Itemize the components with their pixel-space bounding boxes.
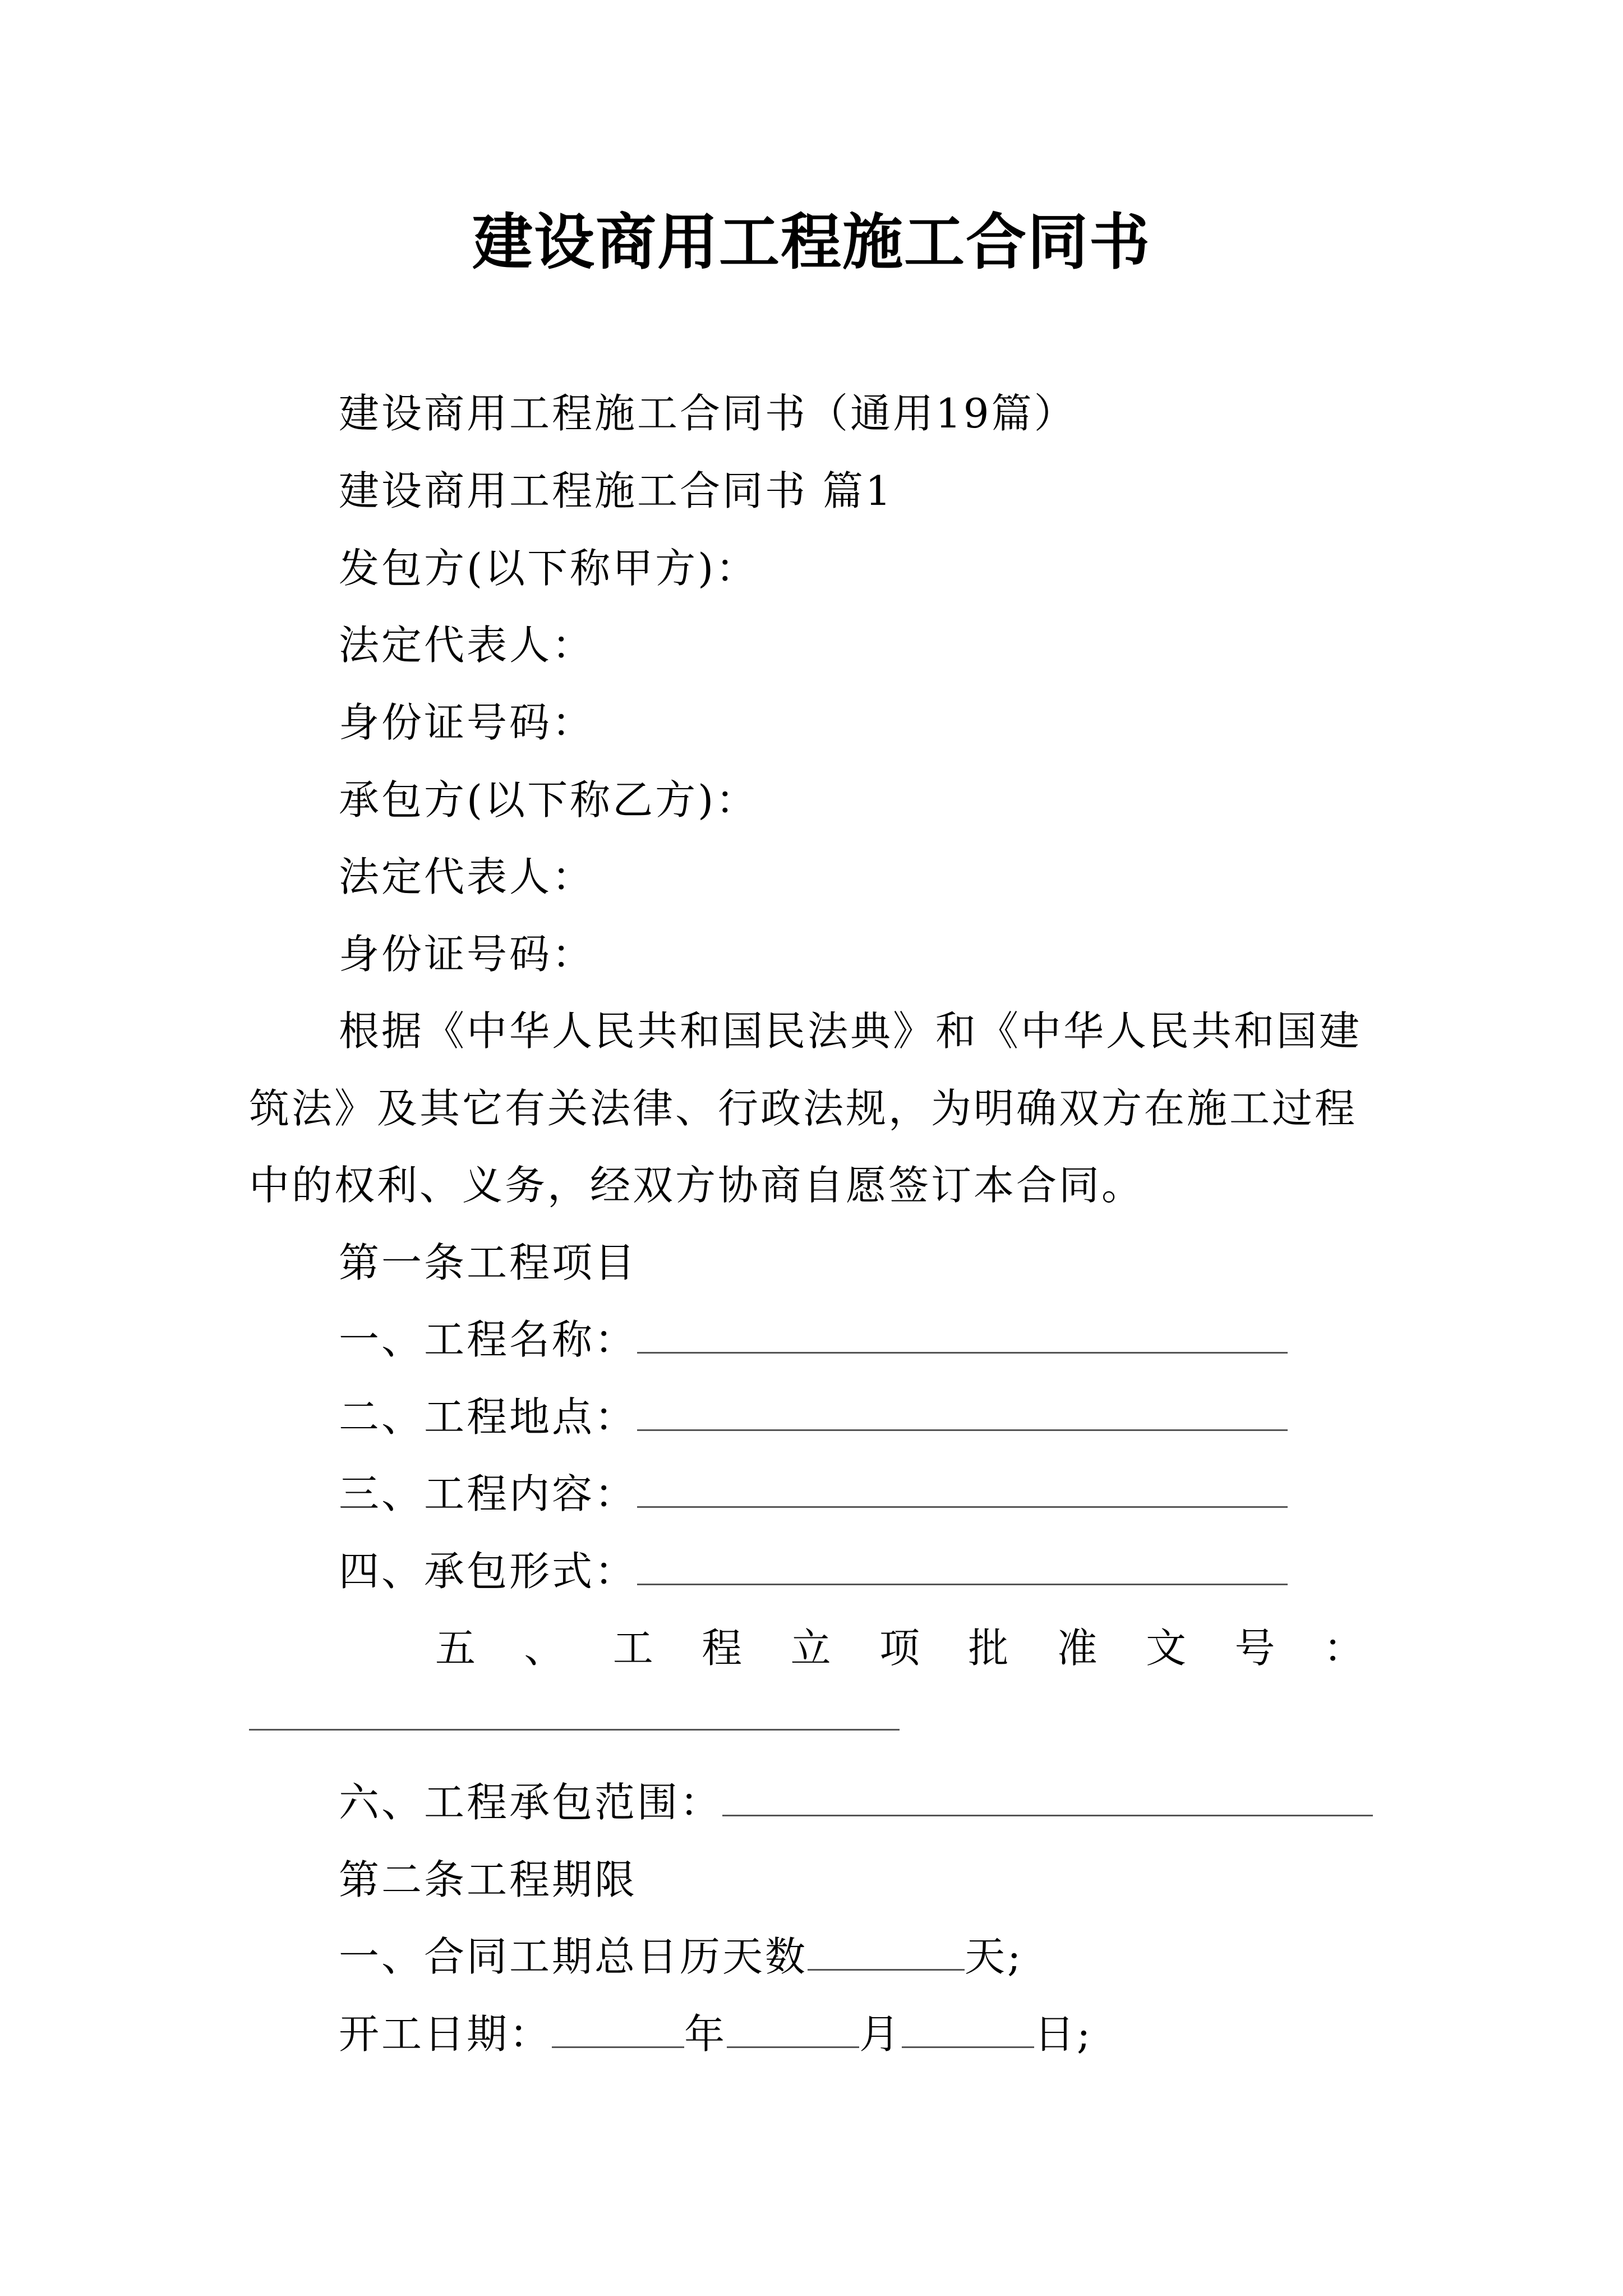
preamble-line-3: 中的权利、义务，经双方协商自愿签订本合同。	[249, 1162, 1145, 1209]
approval-char: 批	[968, 1625, 1009, 1672]
preamble-line-1: 根据《中华人民共和国民法典》和《中华人民共和国建	[339, 1007, 1362, 1055]
approval-number-row	[435, 1617, 1364, 1679]
document-subtitle: 建设商用工程施工合同书（通用19篇）	[339, 390, 1077, 437]
project-location-row	[339, 1386, 1288, 1448]
project-location-blank	[637, 1396, 1288, 1431]
approval-char: 、	[524, 1625, 565, 1672]
approval-char: 程	[702, 1625, 743, 1672]
document-title: 建设商用工程施工合同书	[472, 207, 1151, 278]
project-location-label: 二、工程地点：	[339, 1393, 638, 1441]
start-date-row	[339, 2003, 1092, 2065]
preamble-line-2: 筑法》及其它有关法律、行政法规，为明确双方在施工过程	[249, 1085, 1358, 1132]
project-content-blank	[637, 1473, 1288, 1508]
duration-label: 一、合同工期总日历天数	[339, 1933, 808, 1980]
project-name-blank	[637, 1319, 1288, 1354]
contract-form-blank	[637, 1550, 1288, 1585]
contract-scope-blank	[722, 1782, 1373, 1816]
party-b-rep-label: 法定代表人：	[339, 853, 595, 900]
party-a-rep-label: 法定代表人：	[339, 622, 595, 669]
duration-row	[339, 1926, 1023, 1987]
start-year-blank	[552, 2013, 684, 2048]
contract-form-row	[339, 1540, 1288, 1602]
party-b-label: 承包方(以下称乙方)：	[339, 776, 759, 823]
approval-number-blank	[249, 1729, 900, 1731]
article2-heading: 第二条工程期限	[339, 1856, 638, 1903]
approval-char: 准	[1057, 1625, 1098, 1672]
article1-heading: 第一条工程项目	[339, 1239, 638, 1286]
month-label: 月	[859, 2010, 902, 2058]
approval-char: 五	[435, 1625, 476, 1672]
contract-form-label: 四、承包形式：	[339, 1548, 638, 1595]
project-name-row	[339, 1309, 1288, 1370]
project-name-label: 一、工程名称：	[339, 1316, 638, 1363]
approval-char: 项	[879, 1625, 920, 1672]
start-date-label: 开工日期：	[339, 2010, 552, 2058]
contract-scope-label: 六、工程承包范围：	[339, 1779, 723, 1826]
start-day-blank	[902, 2013, 1034, 2048]
section-heading: 建设商用工程施工合同书 篇1	[339, 467, 893, 514]
project-content-row	[339, 1463, 1288, 1525]
approval-char: ：	[1323, 1625, 1364, 1672]
day-label: 日;	[1034, 2010, 1093, 2058]
party-b-id-label: 身份证号码：	[339, 931, 595, 978]
approval-char: 文	[1146, 1625, 1187, 1672]
approval-char: 工	[612, 1625, 653, 1672]
project-content-label: 三、工程内容：	[339, 1470, 638, 1517]
party-a-label: 发包方(以下称甲方)：	[339, 545, 759, 592]
approval-char: 号	[1234, 1625, 1275, 1672]
party-a-id-label: 身份证号码：	[339, 699, 595, 746]
year-label: 年	[684, 2010, 727, 2058]
approval-char: 立	[790, 1625, 831, 1672]
duration-unit: 天;	[965, 1933, 1023, 1980]
duration-blank	[808, 1936, 965, 1971]
start-month-blank	[727, 2013, 859, 2048]
contract-scope-row	[339, 1772, 1373, 1833]
